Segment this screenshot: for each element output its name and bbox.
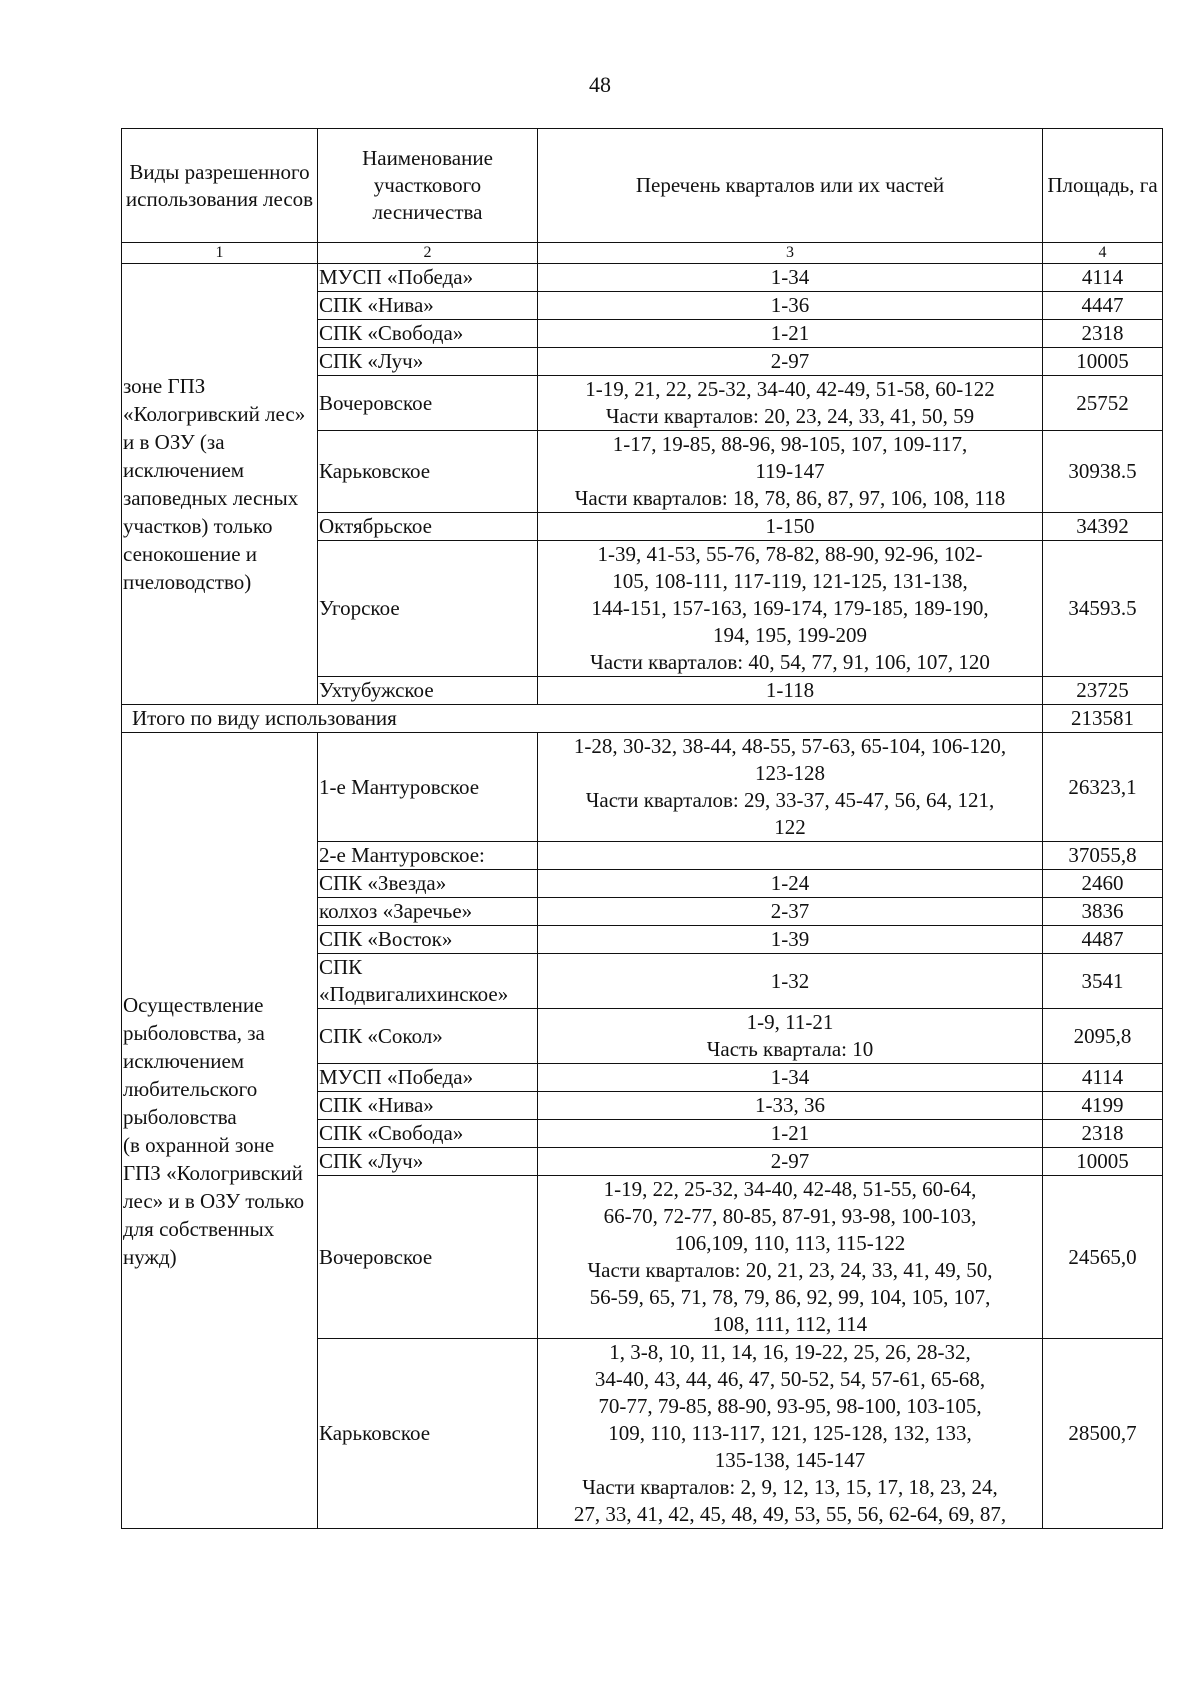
total-row	[122, 705, 1163, 733]
area-cell: 4447	[1043, 292, 1163, 320]
area-cell: 2095,8	[1043, 1009, 1163, 1064]
forestry-cell: Карьковское	[318, 1339, 538, 1529]
forestry-cell: 2-е Мантуровское:	[318, 842, 538, 870]
area-cell: 4199	[1043, 1092, 1163, 1120]
group1-body	[122, 264, 1163, 705]
quarters-cell: 1-9, 11-21 Часть квартала: 10	[538, 1009, 1043, 1064]
forestry-cell: СПК «Нива»	[318, 1092, 538, 1120]
quarters-cell: 1-28, 30-32, 38-44, 48-55, 57-63, 65-104, 106-120, 123-128 Части кварталов: 29, 33-37, 45-47, 56, 64, 121, 122	[538, 733, 1043, 842]
area-cell: 26323,1	[1043, 733, 1163, 842]
usage-type-cell: Осуществление рыболовства, за исключением любительского рыболовства (в охранной зоне ГПЗ «Кологривский лес» и в ОЗУ только для собственных нужд)	[122, 733, 318, 1529]
table-row	[122, 733, 1163, 842]
total-area: 213581	[1043, 705, 1163, 733]
area-cell: 10005	[1043, 1148, 1163, 1176]
forestry-cell: МУСП «Победа»	[318, 264, 538, 292]
quarters-cell: 1-36	[538, 292, 1043, 320]
quarters-cell: 2-97	[538, 1148, 1043, 1176]
forestry-cell: СПК «Луч»	[318, 348, 538, 376]
area-cell: 23725	[1043, 677, 1163, 705]
quarters-cell: 1-34	[538, 264, 1043, 292]
column-number: 3	[538, 243, 1043, 264]
area-cell: 4487	[1043, 926, 1163, 954]
header-usage-type: Виды разрешенного использования лесов	[122, 129, 318, 243]
usage-type-cell: зоне ГПЗ «Кологривский лес» и в ОЗУ (за исключением заповедных лесных участков) только сенокошение и пчеловодство)	[122, 264, 318, 705]
forestry-cell: 1-е Мантуровское	[318, 733, 538, 842]
table-header-row	[122, 129, 1163, 243]
area-cell: 34593.5	[1043, 541, 1163, 677]
quarters-cell: 1-19, 22, 25-32, 34-40, 42-48, 51-55, 60-64, 66-70, 72-77, 80-85, 87-91, 93-98, 100-103, 106,109, 110, 113, 115-122 Части кварталов: 20, 21, 23, 24, 33, 41, 49, 50, 56-59, 65, 71, 78, 79, 86, 92, 99, 104, 105, 107, 108, 111, 112, 114	[538, 1176, 1043, 1339]
quarters-cell: 1, 3-8, 10, 11, 14, 16, 19-22, 25, 26, 28-32, 34-40, 43, 44, 46, 47, 50-52, 54, 57-61, 65-68, 70-77, 79-85, 88-90, 93-95, 98-100, 103-105, 109, 110, 113-117, 121, 125-128, 132, 133, 135-138, 145-147 Части кварталов: 2, 9, 12, 13, 15, 17, 18, 23, 24, 27, 33, 41, 42, 45, 48, 49, 53, 55, 56, 62-64, 69, 87,	[538, 1339, 1043, 1529]
forestry-cell: МУСП «Победа»	[318, 1064, 538, 1092]
total-label: Итого по виду использования	[122, 705, 1043, 733]
area-cell: 2460	[1043, 870, 1163, 898]
quarters-cell: 1-150	[538, 513, 1043, 541]
quarters-cell: 2-37	[538, 898, 1043, 926]
quarters-cell: 2-97	[538, 348, 1043, 376]
forestry-cell: СПК «Звезда»	[318, 870, 538, 898]
forestry-cell: СПК «Сокол»	[318, 1009, 538, 1064]
forest-use-table	[121, 128, 1163, 1529]
area-cell: 2318	[1043, 1120, 1163, 1148]
forestry-cell: СПК «Подвигалихинское»	[318, 954, 538, 1009]
quarters-cell: 1-39, 41-53, 55-76, 78-82, 88-90, 92-96, 102- 105, 108-111, 117-119, 121-125, 131-138, 144-151, 157-163, 169-174, 179-185, 189-190, 194, 195, 199-209 Части кварталов: 40, 54, 77, 91, 106, 107, 120	[538, 541, 1043, 677]
area-cell: 24565,0	[1043, 1176, 1163, 1339]
table-row	[122, 264, 1163, 292]
forestry-cell: Угорское	[318, 541, 538, 677]
area-cell: 10005	[1043, 348, 1163, 376]
area-cell: 30938.5	[1043, 431, 1163, 513]
quarters-cell	[538, 842, 1043, 870]
group2-body	[122, 733, 1163, 1529]
area-cell: 2318	[1043, 320, 1163, 348]
area-cell: 37055,8	[1043, 842, 1163, 870]
forestry-cell: Вочеровское	[318, 376, 538, 431]
forestry-cell: Ухтубужское	[318, 677, 538, 705]
forestry-cell: СПК «Нива»	[318, 292, 538, 320]
quarters-cell: 1-33, 36	[538, 1092, 1043, 1120]
quarters-cell: 1-32	[538, 954, 1043, 1009]
header-forestry-name: Наименование участкового лесничества	[318, 129, 538, 243]
quarters-cell: 1-118	[538, 677, 1043, 705]
column-number: 2	[318, 243, 538, 264]
forestry-cell: Карьковское	[318, 431, 538, 513]
area-cell: 4114	[1043, 1064, 1163, 1092]
header-area: Площадь, га	[1043, 129, 1163, 243]
forestry-cell: СПК «Луч»	[318, 1148, 538, 1176]
header-quarters-list: Перечень кварталов или их частей	[538, 129, 1043, 243]
quarters-cell: 1-21	[538, 320, 1043, 348]
area-cell: 4114	[1043, 264, 1163, 292]
column-number: 4	[1043, 243, 1163, 264]
area-cell: 25752	[1043, 376, 1163, 431]
area-cell: 3541	[1043, 954, 1163, 1009]
forestry-cell: СПК «Свобода»	[318, 1120, 538, 1148]
forestry-cell: СПК «Свобода»	[318, 320, 538, 348]
column-number-row	[122, 243, 1163, 264]
forestry-cell: колхоз «Заречье»	[318, 898, 538, 926]
quarters-cell: 1-24	[538, 870, 1043, 898]
forestry-cell: Октябрьское	[318, 513, 538, 541]
quarters-cell: 1-19, 21, 22, 25-32, 34-40, 42-49, 51-58, 60-122 Части кварталов: 20, 23, 24, 33, 41, 50, 59	[538, 376, 1043, 431]
forestry-cell: Вочеровское	[318, 1176, 538, 1339]
quarters-cell: 1-34	[538, 1064, 1043, 1092]
quarters-cell: 1-17, 19-85, 88-96, 98-105, 107, 109-117, 119-147 Части кварталов: 18, 78, 86, 87, 97, 106, 108, 118	[538, 431, 1043, 513]
quarters-cell: 1-21	[538, 1120, 1043, 1148]
forestry-cell: СПК «Восток»	[318, 926, 538, 954]
area-cell: 28500,7	[1043, 1339, 1163, 1529]
quarters-cell: 1-39	[538, 926, 1043, 954]
page-number: 48	[589, 72, 611, 97]
area-cell: 3836	[1043, 898, 1163, 926]
column-number: 1	[122, 243, 318, 264]
area-cell: 34392	[1043, 513, 1163, 541]
